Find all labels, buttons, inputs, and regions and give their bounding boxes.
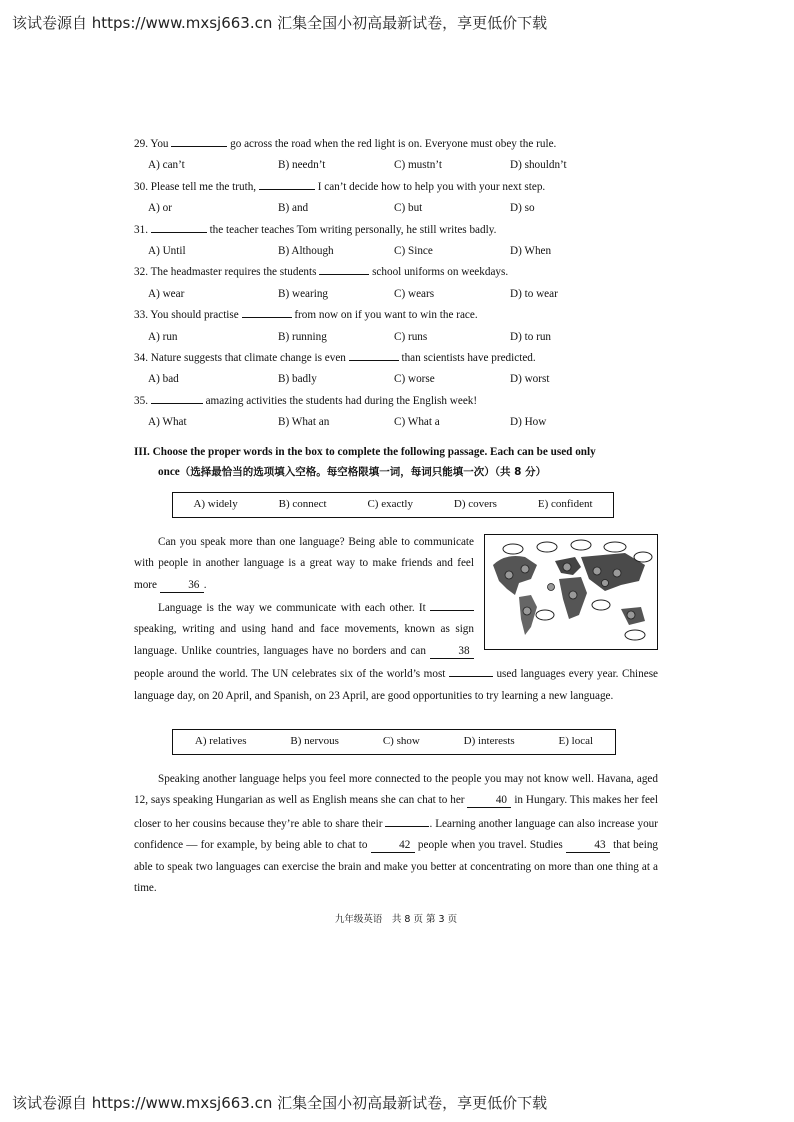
answer-blank	[151, 220, 207, 233]
answer-blank	[171, 134, 227, 147]
answer-blank	[349, 348, 399, 361]
option-b: B) wearing	[278, 287, 329, 300]
passage-text: Speaking another language helps you feel more connected to the people you may not know well. Havana, aged 12, says speaking Hungarian as well as English means she can chat to her	[134, 772, 658, 807]
option-a: A) What	[148, 416, 187, 429]
question-text: 30. Please tell me the truth,	[134, 180, 257, 193]
question-text: 35.	[134, 394, 148, 407]
option-d: D) worst	[510, 373, 550, 386]
answer-blank	[259, 177, 315, 190]
option-b: B) Although	[278, 245, 334, 258]
passage-text: Can you speak more than one language? Being able to communicate with people in another language is a great way to make friends and feel more	[134, 535, 474, 591]
option-c: C) What a	[394, 416, 440, 429]
option-c: C) wears	[394, 287, 435, 300]
question-text: 32. The headmaster requires the students	[134, 266, 317, 279]
question-32	[134, 262, 658, 283]
word-option: C) show	[382, 735, 420, 748]
option-c: C) runs	[394, 330, 428, 343]
blank-41	[385, 812, 429, 827]
question-text: 29. You	[134, 138, 169, 150]
option-a: A) can’t	[148, 159, 185, 172]
question-text: than scientists have predicted.	[401, 352, 536, 365]
page-footer: 九年级英语 共 8 页 第 3 页	[334, 914, 458, 926]
option-b: B) and	[278, 202, 309, 215]
question-29	[134, 134, 658, 155]
passage-text: Language is the way we communicate with each other. It	[158, 601, 426, 614]
blank-40: 40	[467, 793, 511, 808]
answer-blank	[319, 262, 369, 275]
passage-text: in Hungary. This makes her feel closer to her cousins because they’re able to share their	[134, 794, 658, 830]
passage-text: people around the world. The UN celebrates six of the world’s most	[134, 668, 446, 681]
option-d: D) How	[510, 416, 547, 429]
passage-2	[134, 769, 658, 899]
word-box-1	[172, 492, 614, 518]
section-title-line: III. Choose the proper words in the box to complete the following passage. Each can be used only	[134, 445, 596, 458]
word-option: A) relatives	[194, 735, 247, 748]
source-banner-top: 该试卷源自 https://www.mxsj663.cn 汇集全国小初高最新试卷，享更低价下载	[12, 14, 548, 32]
option-b: B) badly	[278, 373, 317, 386]
section-3-title	[134, 442, 658, 482]
question-text: amazing activities the students had during the English week!	[205, 394, 478, 407]
option-c: C) but	[394, 202, 423, 215]
option-d: D) shouldn’t	[510, 159, 567, 172]
world-map-icon	[485, 535, 657, 649]
question-text: 31.	[134, 223, 148, 236]
question-31	[134, 220, 658, 241]
word-option: B) nervous	[290, 735, 339, 748]
question-text: go across the road when the red light is on. Everyone must obey the rule.	[230, 138, 557, 150]
answer-blank	[151, 391, 203, 404]
options-31	[134, 241, 658, 262]
option-a: A) or	[148, 202, 172, 215]
options-33	[134, 327, 658, 348]
option-a: A) wear	[148, 287, 185, 300]
passage-text: people when you travel. Studies	[417, 839, 563, 852]
option-c: C) mustn’t	[394, 159, 442, 172]
world-map-image	[484, 534, 658, 650]
section-title-line: once	[158, 465, 180, 478]
passage-text: speaking, writing and using hand and face movements, known as sign language. Unlike countries, languages have no borders and can	[134, 623, 474, 657]
blank-37	[430, 596, 474, 611]
option-c: C) worse	[394, 373, 435, 386]
option-a: A) run	[148, 330, 178, 343]
options-34	[134, 369, 658, 390]
answer-blank	[242, 305, 292, 318]
word-option: E) local	[558, 735, 594, 748]
option-b: B) running	[278, 330, 327, 343]
blank-43: 43	[566, 838, 610, 853]
option-b: B) needn’t	[278, 159, 326, 172]
exam-page	[134, 134, 658, 931]
word-option: D) covers	[453, 497, 497, 510]
blank-36: 36	[160, 578, 204, 593]
passage-text: used languages every year. Chinese language day, on 20 April, and Spanish, on 23 April, are good opportunities to try learning a new language.	[134, 668, 659, 702]
question-30	[134, 177, 658, 198]
section-title-chinese: （选择最恰当的选项填入空格。每空格限填一词，每词只能填一次）（共 8 分）	[179, 465, 547, 478]
option-b: B) What an	[278, 416, 330, 429]
word-option: E) confident	[537, 497, 593, 510]
passage-text: that being able to speak two languages can exercise the brain and make you better at concentrating on more than one thing at a time.	[134, 839, 659, 894]
word-box-2	[172, 729, 616, 755]
source-banner-bottom: 该试卷源自 https://www.mxsj663.cn 汇集全国小初高最新试卷，享更低价下载	[12, 1094, 548, 1112]
option-c: C) Since	[394, 245, 433, 258]
blank-39	[449, 662, 493, 677]
question-33	[134, 305, 658, 326]
option-d: D) to wear	[510, 287, 558, 300]
word-option: D) interests	[463, 735, 515, 748]
option-a: A) bad	[148, 373, 179, 386]
word-option: A) widely	[193, 497, 238, 510]
options-30	[134, 198, 658, 219]
question-34	[134, 348, 658, 369]
blank-38: 38	[430, 644, 474, 659]
options-32	[134, 284, 658, 305]
blank-42: 42	[371, 838, 415, 853]
options-35	[134, 412, 658, 433]
question-text: the teacher teaches Tom writing personally, he still writes badly.	[209, 223, 497, 236]
question-text: school uniforms on weekdays.	[372, 266, 509, 279]
option-d: D) When	[510, 245, 552, 258]
question-35	[134, 391, 658, 412]
question-text: 33. You should practise	[134, 309, 239, 322]
question-text: 34. Nature suggests that climate change is even	[134, 352, 346, 365]
passage-text: . Learning another language can also increase your confidence — for example, by being able to chat to	[134, 817, 658, 852]
question-text: I can’t decide how to help you with your next step.	[317, 180, 546, 193]
option-a: A) Until	[148, 245, 186, 258]
word-option: B) connect	[278, 497, 327, 510]
passage-1: Can you speak more than one language? Being able to communicate with people in another language is a great way to make friends and feel more 36 . Language is the way we communicate with each other. It speaking, writing and using hand and face movements, known as sign language. Unlike countries, languages have no borders and can 38 people around the world. The UN celebrates six of the world’s most used languages every year. Chinese language day, on 20 April, and Spanish, on 23 April, are good opportunities to try learning a new language.	[134, 535, 659, 702]
option-d: D) so	[510, 202, 535, 215]
options-29	[134, 155, 658, 176]
question-text: from now on if you want to win the race.	[294, 309, 478, 322]
option-d: D) to run	[510, 330, 552, 343]
word-option: C) exactly	[367, 497, 413, 510]
